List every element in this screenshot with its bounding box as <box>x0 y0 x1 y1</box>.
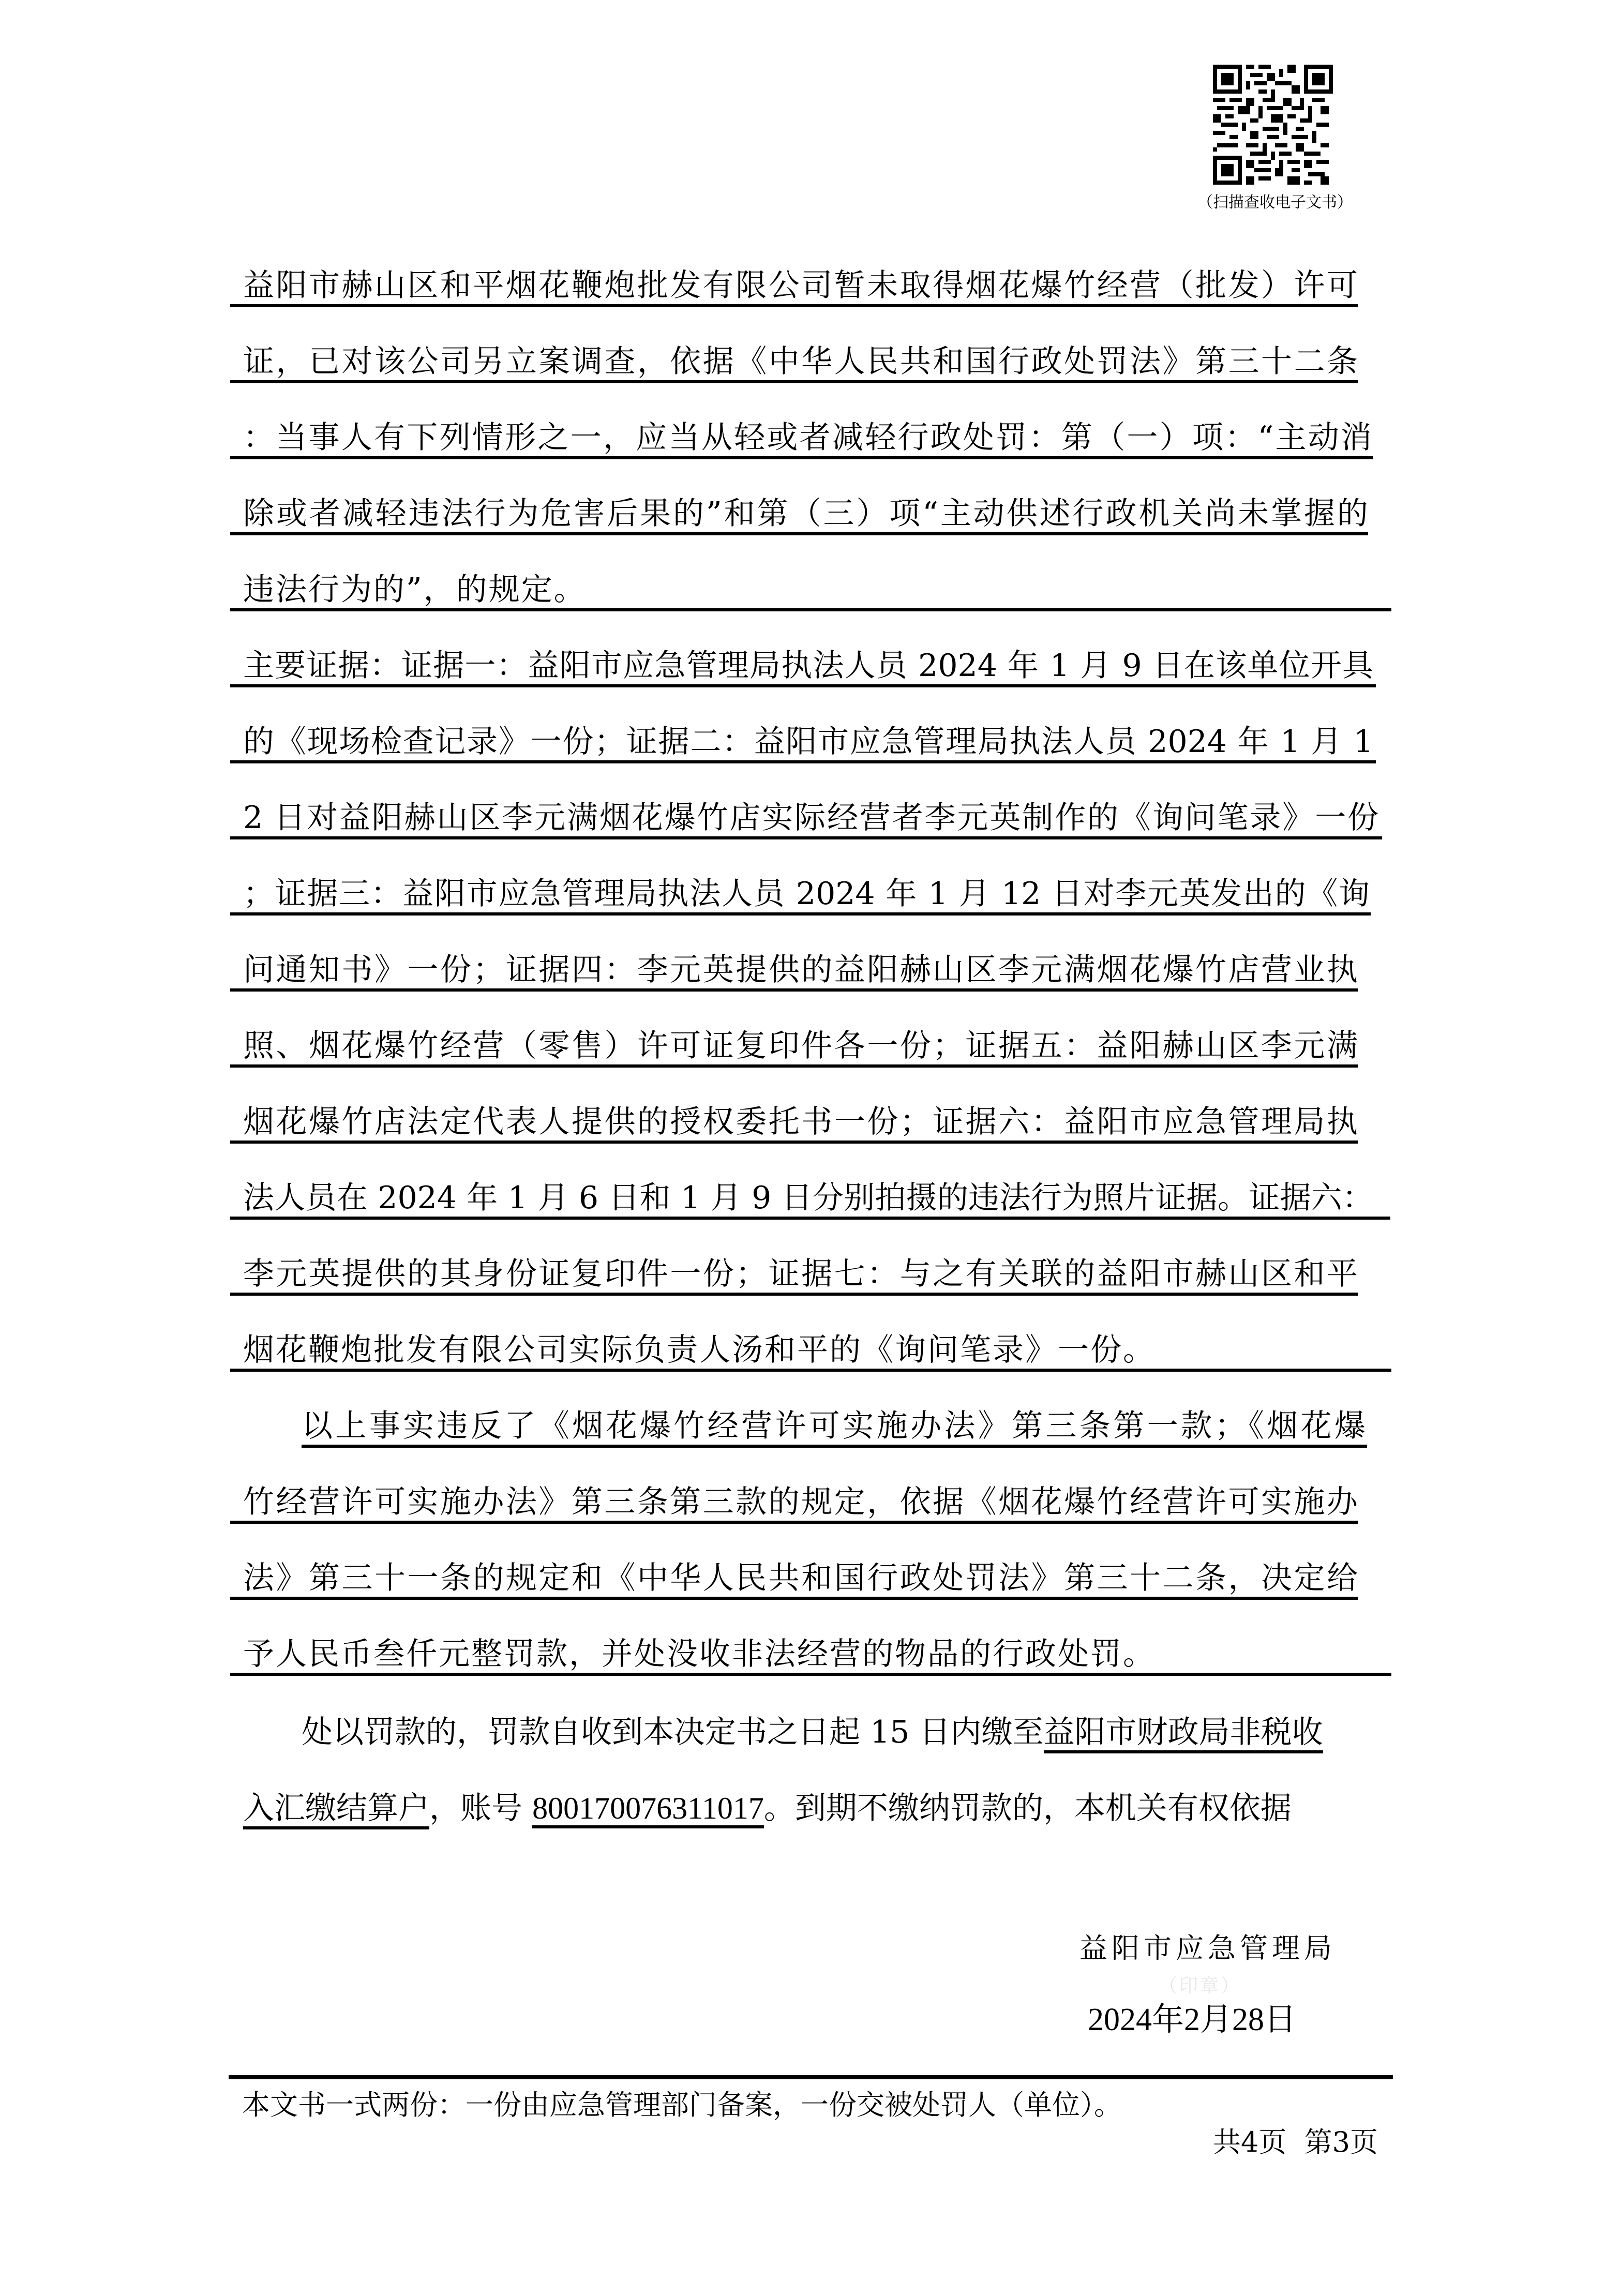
underline <box>230 1064 1358 1068</box>
payee-account-name-cont: 入汇缴结算户 <box>243 1790 429 1829</box>
qr-caption: （扫描查收电子文书） <box>1197 193 1353 212</box>
underline <box>302 1445 1367 1448</box>
copies-note: 本文书一式两份：一份由应急管理部门备案，一份交被处罚人（单位）。 <box>242 2089 1122 2121</box>
body-line <box>243 1257 1358 1290</box>
underline <box>230 684 1376 687</box>
payment-text-cont: 。到期不缴纳罚款的，本机关有权依据 <box>763 1790 1292 1826</box>
payment-line-2 <box>243 1792 1292 1825</box>
body-line-text: 证，已对该公司另立案调查，依据《中华人民共和国行政处罚法》第三十二条 <box>243 343 1358 380</box>
account-number: 800170076311017 <box>532 1791 764 1828</box>
body-line <box>243 725 1373 758</box>
underline <box>230 1141 1358 1144</box>
body-line <box>302 1409 1366 1443</box>
body-line <box>243 1485 1358 1519</box>
underline <box>230 988 1358 992</box>
underline <box>230 1369 1391 1372</box>
body-line <box>243 649 1373 682</box>
body-line-text: ：当事人有下列情形之一，应当从轻或者减轻行政处罚：第（一）项：“主动消 <box>243 419 1372 456</box>
body-line-text: 除或者减轻违法行为危害后果的”和第（三）项“主动供述行政机关尚未掌握的 <box>243 496 1368 532</box>
payee-account-name: 益阳市财政局非税收 <box>1044 1714 1323 1753</box>
body-line-text: ；证据三：益阳市应急管理局执法人员 2024 年 1 月 12 日对李元英发出的《询 <box>243 876 1370 912</box>
underline <box>230 1217 1390 1220</box>
body-line <box>243 269 1358 302</box>
underline <box>230 1293 1358 1296</box>
underline <box>230 760 1376 763</box>
body-line <box>243 421 1372 454</box>
body-line-text: 竹经营许可实施办法》第三条第三款的规定，依据《烟花爆竹经营许可实施办 <box>243 1484 1358 1520</box>
body-line-text: 李元英提供的其身份证复印件一份；证据七：与之有关联的益阳市赫山区和平 <box>243 1256 1358 1292</box>
body-line-text: 以上事实违反了《烟花爆竹经营许可实施办法》第三条第一款；《烟花爆 <box>302 1408 1366 1444</box>
body-line-text: 烟花鞭炮批发有限公司实际负责人汤和平的《询问笔录》一份。 <box>243 1332 1156 1368</box>
underline <box>230 380 1358 383</box>
body-line-text: 2 日对益阳赫山区李元满烟花爆竹店实际经营者李元英制作的《询问笔录》一份 <box>243 800 1378 836</box>
body-line-text: 烟花爆竹店法定代表人提供的授权委托书一份；证据六：益阳市应急管理局执 <box>243 1104 1358 1140</box>
payment-line-1 <box>302 1716 1323 1749</box>
body-line-text: 法》第三十一条的规定和《中华人民共和国行政处罚法》第三十二条，决定给 <box>243 1560 1358 1596</box>
body-line <box>243 1105 1358 1138</box>
body-line <box>243 1029 1358 1062</box>
body-line <box>243 1638 1156 1671</box>
underline <box>230 912 1371 916</box>
underline <box>230 1521 1358 1524</box>
body-line <box>243 1333 1156 1367</box>
body-line <box>243 345 1358 378</box>
body-line <box>243 801 1378 834</box>
qr-code-icon <box>1213 65 1333 185</box>
body-line <box>243 1181 1373 1214</box>
body-line-text: 予人民币叁仟元整罚款，并处没收非法经营的物品的行政处罚。 <box>243 1636 1156 1672</box>
body-line <box>243 573 587 606</box>
seal-placeholder: （印章） <box>1159 1975 1242 1997</box>
underline <box>230 836 1382 839</box>
body-line <box>243 497 1368 530</box>
underline <box>230 608 1391 611</box>
payment-text: 处以罚款的，罚款自收到本决定书之日起 15 日内缴至 <box>302 1714 1044 1750</box>
body-line <box>243 953 1358 986</box>
underline <box>230 1597 1358 1600</box>
body-line-text: 问通知书》一份；证据四：李元英提供的益阳赫山区李元满烟花爆竹店营业执 <box>243 952 1358 988</box>
body-line-text: 照、烟花爆竹经营（零售）许可证复印件各一份；证据五：益阳赫山区李元满 <box>243 1028 1358 1064</box>
body-line-text: 法人员在 2024 年 1 月 6 日和 1 月 9 日分别拍摄的违法行为照片证据。证据六： <box>243 1180 1373 1216</box>
body-line-text: 益阳市赫山区和平烟花鞭炮批发有限公司暂未取得烟花爆竹经营（批发）许可 <box>243 267 1358 304</box>
underline <box>230 1673 1391 1676</box>
body-line-text: 主要证据：证据一：益阳市应急管理局执法人员 2024 年 1 月 9 日在该单位开具 <box>243 648 1373 684</box>
underline <box>230 304 1358 307</box>
decision-date: 2024年2月28日 <box>1088 2002 1297 2037</box>
body-line <box>243 1562 1358 1595</box>
footer-divider <box>229 2075 1393 2079</box>
issuing-agency: 益阳市应急管理局 <box>1079 1932 1336 1964</box>
body-line <box>243 877 1370 910</box>
body-line-text: 违法行为的”，的规定。 <box>243 572 587 608</box>
underline <box>230 532 1368 535</box>
underline <box>230 456 1373 459</box>
account-label: ，账号 <box>429 1790 533 1826</box>
body-line-text: 的《现场检查记录》一份；证据二：益阳市应急管理局执法人员 2024 年 1 月 1 <box>243 724 1373 760</box>
page-indicator: 共4页 第3页 <box>1213 2126 1378 2158</box>
